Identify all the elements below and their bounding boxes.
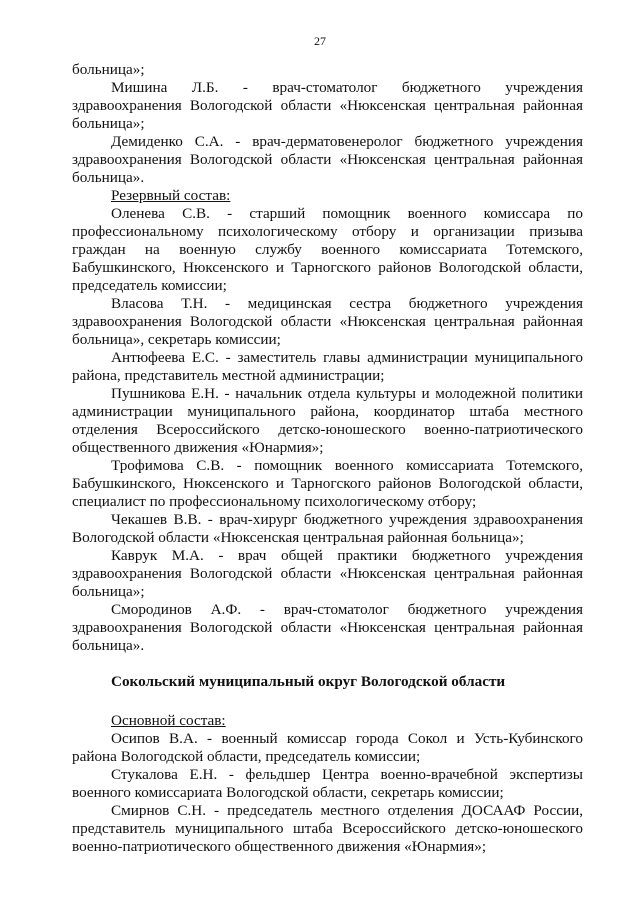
member-entry: Стукалова Е.Н. - фельдшер Центра военно-врачебной экспертизы военного комиссариата Вологодской области, секретарь комиссии;: [72, 766, 583, 801]
paragraph: Демиденко С.А. - врач-дерматовенеролог бюджетного учреждения здравоохранения Вологодской области «Нюксенская центральная районная больница».: [72, 133, 583, 186]
member-entry: Смородинов А.Ф. - врач-стоматолог бюджетного учреждения здравоохранения Вологодской области «Нюксенская центральная районная больница».: [72, 601, 583, 654]
member-entry: Каврук М.А. - врач общей практики бюджетного учреждения здравоохранения Вологодской области «Нюксенская центральная районная больница»;: [72, 547, 583, 600]
main-label-text: Основной состав:: [111, 712, 226, 729]
page-number: 27: [314, 34, 326, 48]
member-entry: Оленева С.В. - старший помощник военного комиссара по профессиональному психологическому отбору и организации призыва граждан на военную службу военного комиссариата Тотемского, Бабушкинского, Нюксенского и Тарногского районов Вологодской области, председатель комиссии;: [72, 205, 583, 294]
reserve-label-text: Резервный состав:: [111, 187, 231, 204]
member-entry: Трофимова С.В. - помощник военного комиссариата Тотемского, Бабушкинского, Нюксенского и Тарногского районов Вологодской области, специалист по профессиональному психологическому отбору;: [72, 457, 583, 510]
member-entry: Чекашев В.В. - врач-хирург бюджетного учреждения здравоохранения Вологодской области «Нюксенская центральная районная больница»;: [72, 511, 583, 546]
reserve-composition-label: [72, 187, 583, 205]
member-entry: Пушникова Е.Н. - начальник отдела культуры и молодежной политики администрации муниципального района, координатор штаба местного отделения Всероссийского детско-юношеского военно-патриотического общественного движения «Юнармия»;: [72, 385, 583, 456]
member-entry: Осипов В.А. - военный комиссар города Сокол и Усть-Кубинского района Вологодской области, председатель комиссии;: [72, 730, 583, 765]
member-entry: Антюфеева Е.С. - заместитель главы администрации муниципального района, представитель местной администрации;: [72, 349, 583, 384]
main-composition-label: [72, 712, 583, 730]
paragraph: Мишина Л.Б. - врач-стоматолог бюджетного учреждения здравоохранения Вологодской области «Нюксенская центральная районная больница»;: [72, 79, 583, 132]
member-entry: Смирнов С.Н. - председатель местного отделения ДОСААФ России, представитель муниципального штаба Всероссийского детско-юношеского военно-патриотического общественного движения «Юнармия»;: [72, 802, 583, 855]
section-title: Сокольский муниципальный округ Вологодской области: [111, 673, 506, 690]
document-body: [72, 61, 583, 856]
member-entry: Власова Т.Н. - медицинская сестра бюджетного учреждения здравоохранения Вологодской области «Нюксенская центральная районная больница», секретарь комиссии;: [72, 295, 583, 348]
paragraph: больница»;: [72, 61, 145, 78]
